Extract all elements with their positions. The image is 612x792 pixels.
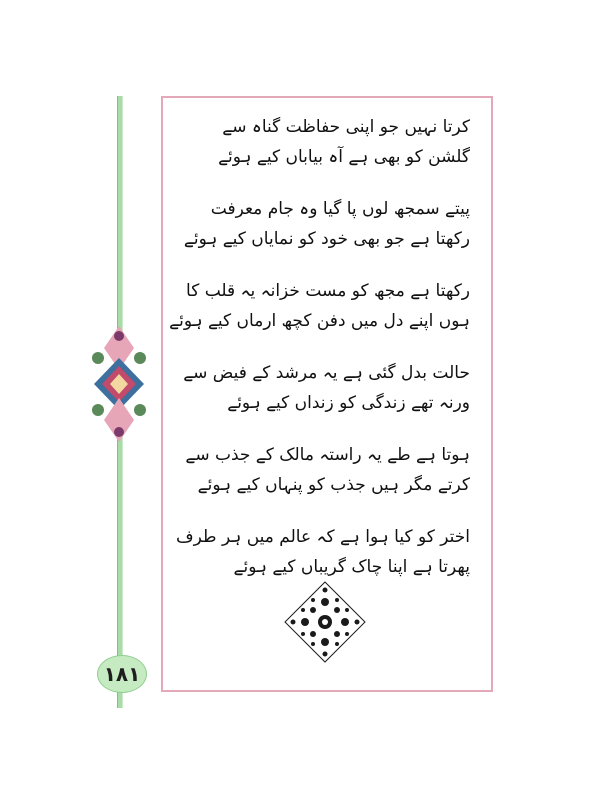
stanza [170,358,470,418]
verse-line: گلشن کو بھی ہے آہ بیاباں کیے ہوئے [218,147,470,167]
stanza [170,522,470,582]
verse-line: رکھتا ہے مجھ کو مست خزانہ یہ قلب کا [186,281,470,301]
stanza [170,194,470,254]
diamond-ornament [283,580,367,664]
poem [170,112,470,604]
verse-line: ہوتا ہے طے یہ راستہ مالک کے جذب سے [185,445,470,465]
floral-side-ornament [86,318,152,450]
verse-line: ہوں اپنے دل میں دفن کچھ ارماں کیے ہوئے [169,311,470,331]
verse-line: پھرتا ہے اپنا چاک گریباں کیے ہوئے [233,557,470,577]
stanza [170,276,470,336]
verse-line: کرتا نہیں جو اپنی حفاظت گناہ سے [222,117,470,137]
stanza [170,440,470,500]
verse-line: ورنہ تھے زندگی کو زنداں کیے ہوئے [227,393,470,413]
page-number: ١٨١ [97,655,147,693]
verse-line: پیتے سمجھ لوں پا گیا وہ جام معرفت [210,199,470,219]
verse-line: رکھتا ہے جو بھی خود کو نمایاں کیے ہوئے [183,229,470,249]
verse-line: کرتے مگر ہیں جذب کو پنہاں کیے ہوئے [197,475,470,495]
verse-line: اختر کو کیا ہوا ہے کہ عالم میں ہر طرف [176,527,470,547]
stanza [170,112,470,172]
verse-line: حالت بدل گئی ہے یہ مرشد کے فیض سے [183,363,470,383]
